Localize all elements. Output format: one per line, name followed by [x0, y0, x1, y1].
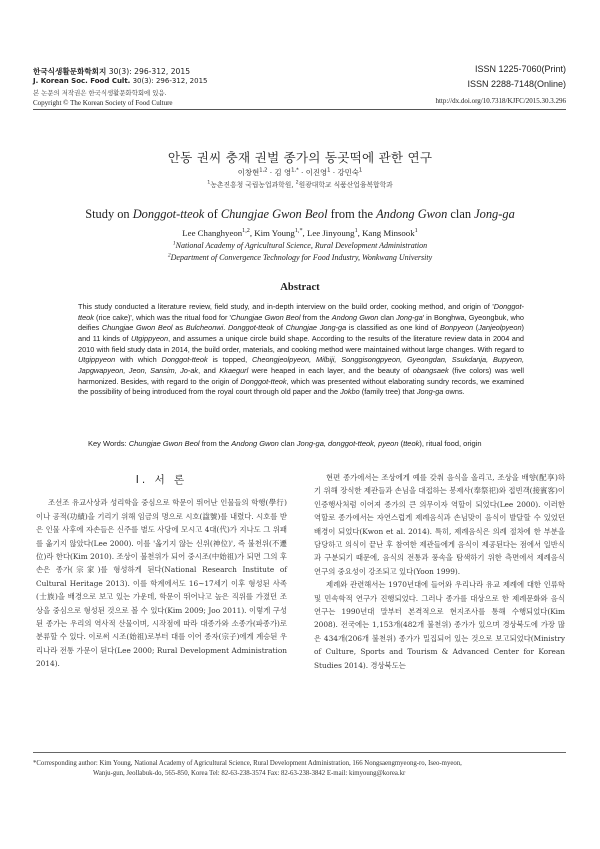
- journal-name-en: [33, 77, 208, 85]
- affiliation-en-1: $^1$National Academy of Agricultural Science, Rural Development Administration: [172, 240, 428, 250]
- journal-title-en: J. Korean Soc. Food Cult.: [33, 77, 131, 85]
- footnote-line: Wanju-gun, Jeollabuk-do, 565-850, Korea Tel: 82-63-238-3574 Fax: 82-63-238-3842 E-mail: kimyoung@korea.kr: [93, 769, 406, 777]
- section-heading-introduction: Ⅰ. 서 론: [135, 474, 188, 486]
- paper-title-ko: 안동 권씨 충재 권벌 종가의 동곳떡에 관한 연구: [167, 150, 433, 165]
- issn-online: ISSN 2288-7148(Online): [467, 79, 566, 89]
- paper-title-en: Study on Donggot-tteok of Chungjae Gwon Beol from the Andong Gwon clan Jong-ga: [85, 207, 515, 221]
- journal-name-ko: [33, 66, 190, 77]
- body-paragraph: 제례와 관련해서는 1970년대에 들어와 우리나라 유교 제례에 대한 인류학 및 민속학적 연구가 진행되었다. 그러나 종가를 대상으로 한 제례문화와 음식 연구는 1990년대 말부터 본격적으로 현지조사를 통해 수행되었다(Kim 2008). 전국에는 1,153개(482개 불천위) 종가가 있으며 경상북도에 가장 많은 434개(206개 불천위) 종가가 밀집되어 있는 것으로 보고되었다(Ministry of Culture, Sports and Tourism & Advanced Center for Korean Studies 2014). 경상북도는: [314, 580, 565, 670]
- journal-volume-en: 30(3): 296-312, 2015: [130, 77, 208, 85]
- authors-ko: 이창현$^{1,2}$ · 김 영$^{1,*}$ · 이진영$^1$ · 강민숙$^1$: [237, 167, 363, 177]
- abstract-heading: Abstract: [280, 282, 320, 293]
- body-paragraph: 조선조 유교사상과 성리학을 중심으로 학문이 뛰어난 인물들의 학행(學行)이나 공적(功績)을 기리기 위해 임금의 명으로 시호(諡號)를 내렸다. 시호를 받은 인물 사후에 자손들은 신주를 별도 사당에 모시고 4대(代)가 지나도 그 위패를 옮기지 않았다(Lee 2000). 이를 '옮기지 않는 신위(神位)', 즉 불천위(不遷位)라 한다(Kim 2010). 조상이 불천위가 되어 중시조(中始祖)가 되면 그의 후손은 종가(宗家)를 형성하게 된다(National Research Institute of Cultural Heritage 2013). 이를 학계에서도 16~17세기 이후 형성된 사족(士族)을 배경으로 보고 있는 가운데, 학문이 뛰어나고 높은 직위를 가졌던 조상을 중심으로 형성된 것으로 볼 수 있다(Kim 2009; Joo 2011). 이렇게 구성된 종가는 우리의 역사적 산물이며, 시작점에 따라 대종가와 소종가(파종가)로 분류할 수 있다. 이로써 시조(始祖)로부터 대를 이어 종자(宗子)에게 계승된 우리나라 전통 가문이 된다(Lee 2000; Rural Development Administration 2014).: [36, 498, 287, 669]
- authors-en: Lee Changhyeon$^{1,2}$, Kim Young$^{1,*}$, Lee Jinyoung$^1$, Kang Minsook$^1$: [182, 228, 418, 238]
- affiliation-en-2: $^2$Department of Convergence Technology for Food Industry, Wonkwang University: [167, 252, 433, 262]
- affiliations-ko: $^1$농촌진흥청 국립농업과학원, $^2$원광대학교 식품산업융복합학과: [207, 180, 393, 189]
- keywords: Key Words: Chungjae Gwon Beol from the Andong Gwon clan Jong-ga, donggot-tteok, pyeon (tteok), ritual food, origin: [88, 439, 482, 448]
- issn-print: ISSN 1225-7060(Print): [474, 64, 566, 74]
- footnote-line: *Corresponding author: Kim Young, National Academy of Agricultural Science, Rural Development Administration, 166 Nongsaengmyeong-ro, Iseo-myeon,: [33, 760, 462, 767]
- header-divider: [33, 109, 566, 110]
- body-column-right: [314, 471, 565, 672]
- body-paragraph: 현편 종가에서는 조상에게 예를 갖춰 음식을 올리고, 조상을 배향(配享)하기 위해 장식한 제관들과 손님을 대접하는 봉제사(奉祭祀)와 접빈객(接賓客)이 인증행사처럼 이어져 종가의 큰 의무이자 역할이 되었다(Lee 2000). 이러한 역할로 종가에서는 자연스럽게 제례음식과 손님맞이 음식이 발달할 수 있었던 배경이 되었다(Kwon et al. 2014). 특히, 제례음식은 의례 절차에 한 부분을 담당하고 의식이 끝난 후 참여한 제관들에게 음식이 제공된다는 점에서 일반식과 구분되기 때문에, 음식의 전통과 풍속을 탐색하기 위한 측면에서 제례음식 연구의 중요성이 강조되고 있다(Yoon 1999).: [314, 473, 565, 576]
- copyright-notice: Copyright © The Korean Society of Food Culture: [33, 99, 173, 107]
- body-column-left: [36, 470, 287, 671]
- journal-volume-ko: 30(3): 296-312, 2015: [106, 67, 191, 76]
- doi-link[interactable]: http://dx.doi.org/10.7318/KJFC/2015.30.3.296: [435, 97, 566, 105]
- corresponding-author-footnote: [33, 759, 567, 778]
- journal-title-ko: 한국식생활문화학회지: [33, 67, 107, 76]
- footnote-divider: [33, 752, 566, 753]
- abstract-body: This study conducted a literature review, field study, and in-depth interview on the build order, cooking method, and origin of 'Donggot-tteok (rice cake)', which was the ritual food for 'Chungjae Gwon Beol from the Andong Gwon clan Jong-ga' in Bonghwa, Gyeongbuk, who deifies Chungjae Gwon Beol as Bulcheonwi. Donggot-tteok of Chungjae Jong-ga is classified as one kind of Bonpyeon (Janjeolpyeon) and 11 kinds of Utgippyeon, and assumes a unique circle build shape. According to the results of the literature review data in 2004 and 2010 with field study data in 2014, the build order, materials, and cooking method were maintained without large changes. With regard to Utgippyeon with which Donggot-tteok is topped, Cheongjeolpyeon, Milbiji, Songgisongpyeon, Gyeongdan, Ssukdanja, Bupyeon, Japgwapyeon, Jeon, Sansim, Jo-ak, and Kkaegurl were heaped in each layer, and the beauty of obangsaek (five colors) was well harmonized. Besides, with regard to the origin of Donggot-tteok, which was presented without elaborating sundry records, we examined the possibility of being introduced from the royal court through old paper and the Jokbo (family tree) that Jong-ga owns.: [78, 302, 525, 397]
- copyright-notice-ko: 본 논문의 저작권은 한국식생활문화학회에 있음.: [33, 89, 167, 97]
